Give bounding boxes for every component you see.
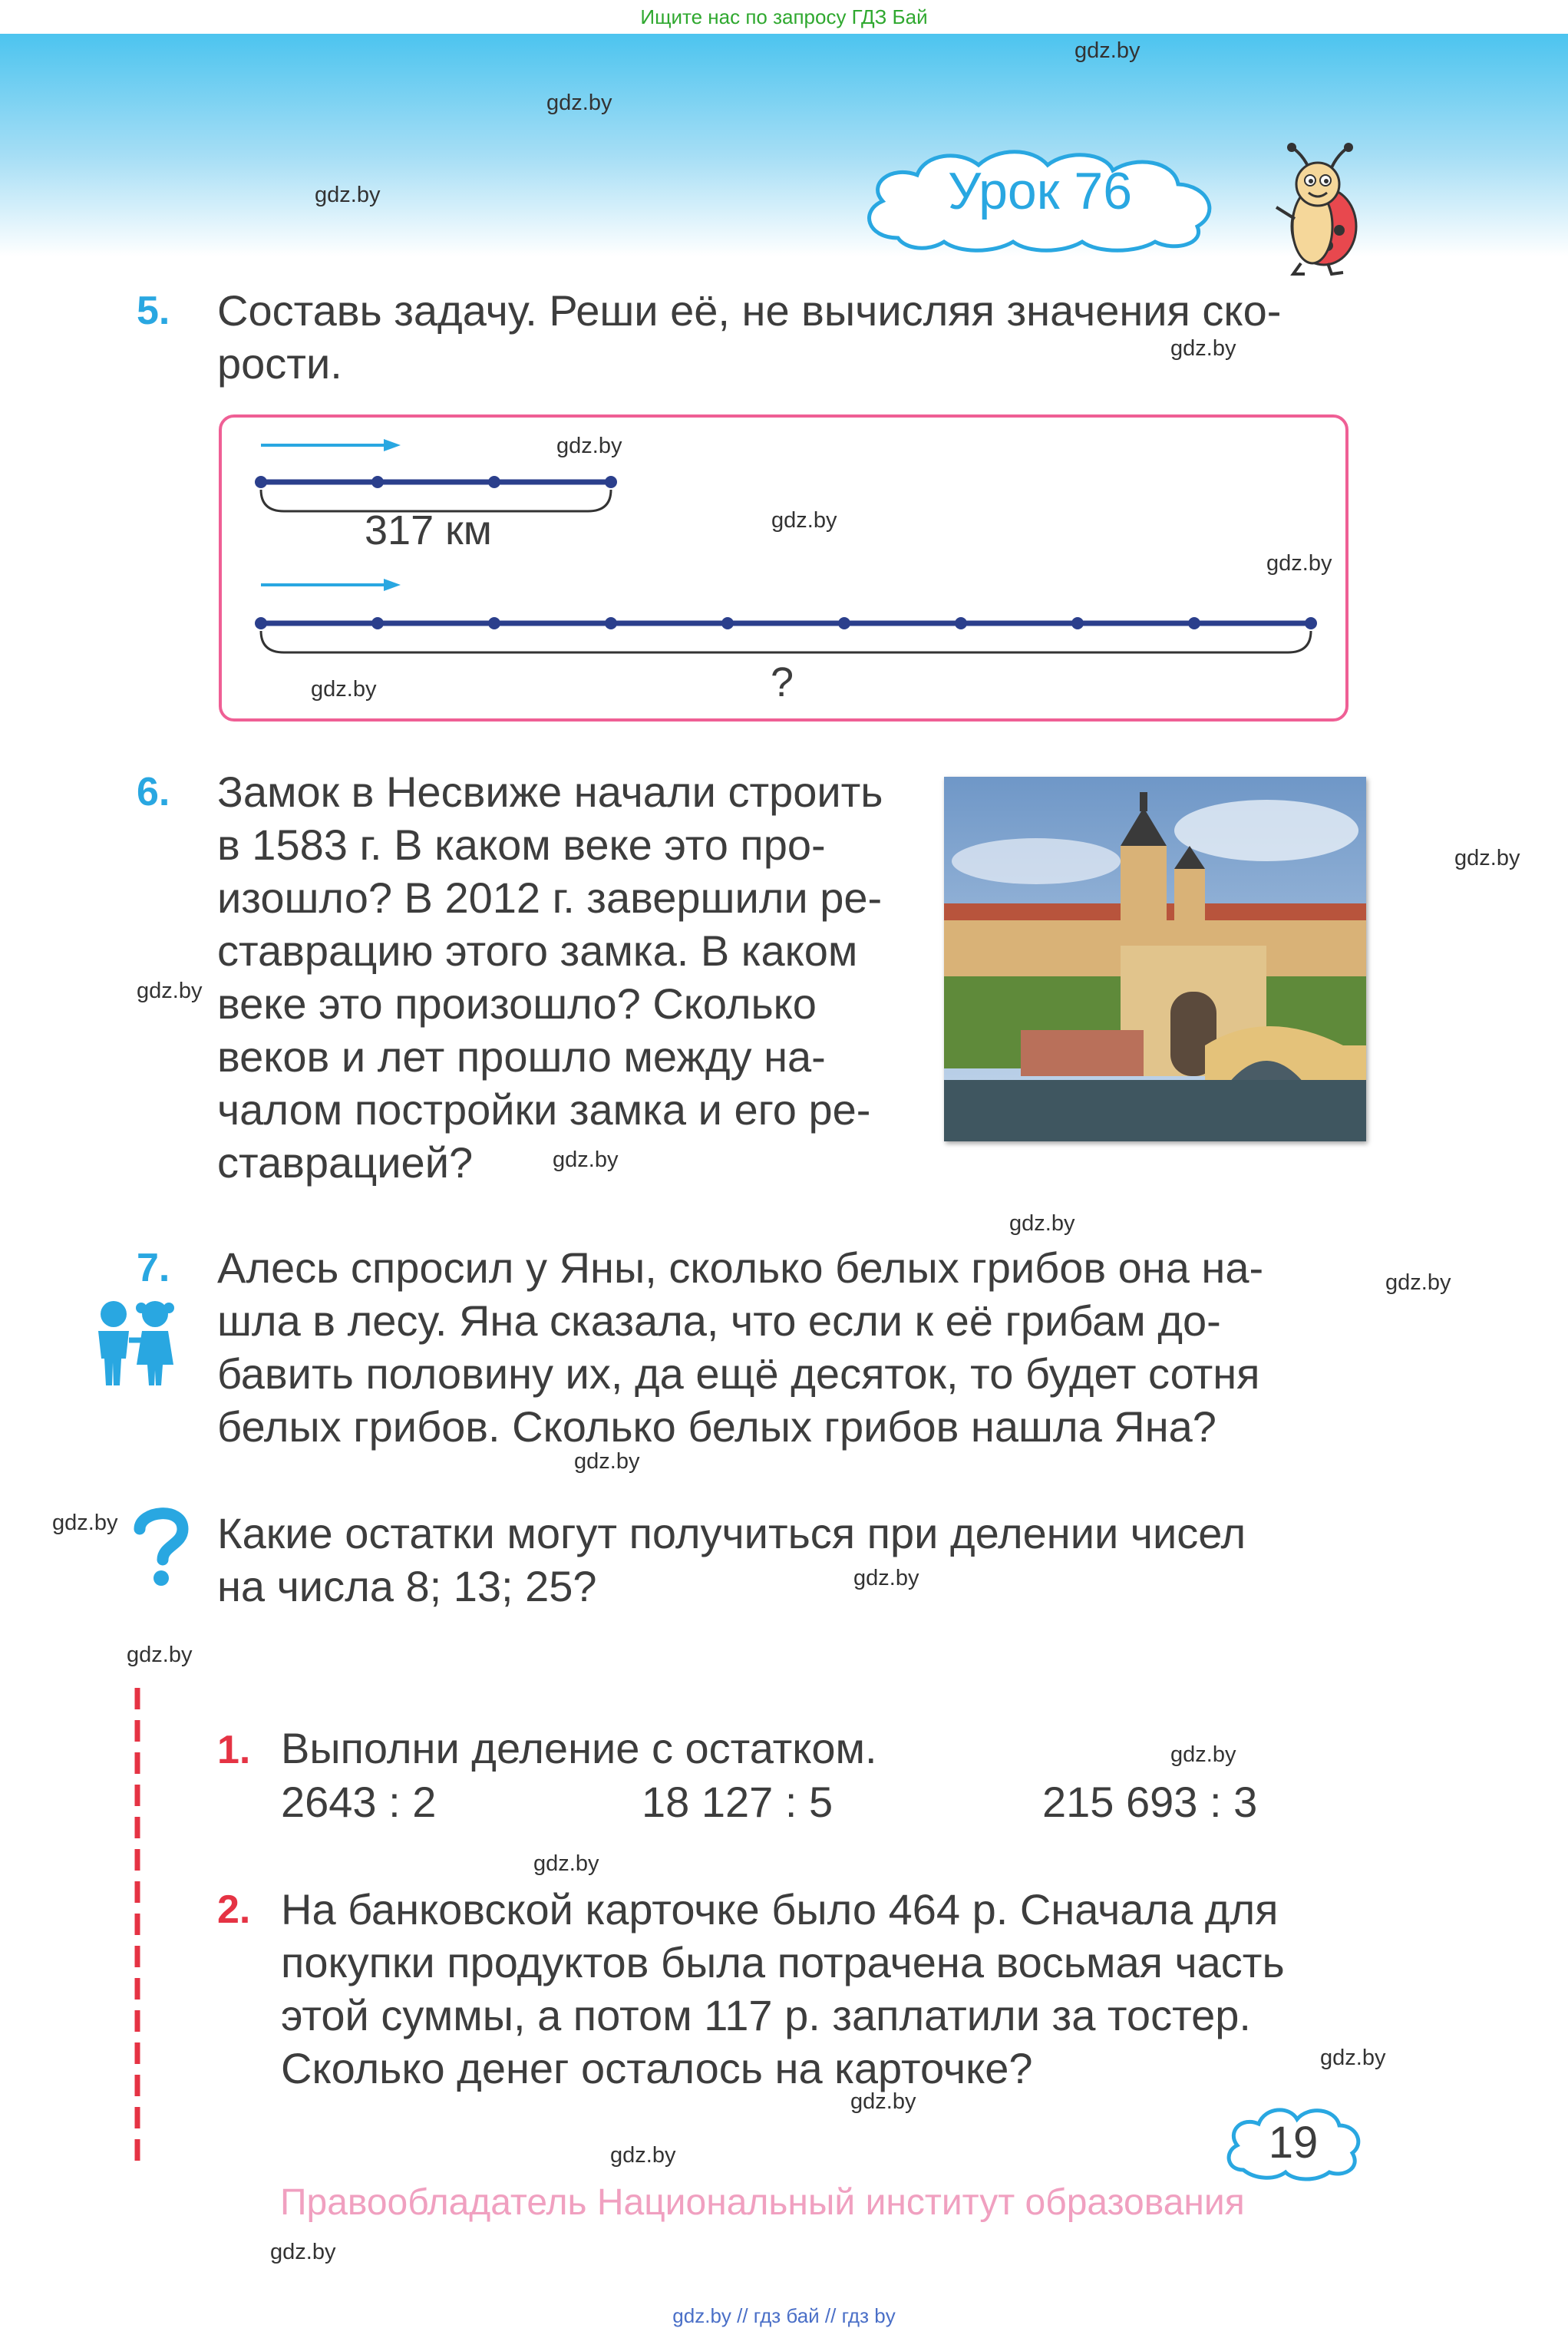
segment-point [838,617,850,629]
segment-point [255,476,267,488]
homework-1-number: 1. [217,1728,251,1772]
watermark: gdz.by [610,2143,676,2168]
homework-2-line: этой суммы, а потом 117 р. заплатили за тостер. [281,1991,1251,2039]
watermark: gdz.by [1320,2046,1386,2070]
direction-arrow-head [384,579,401,591]
watermark: gdz.by [1074,38,1141,63]
task-7-line: шла в лесу. Яна сказала, что если к её грибам до- [217,1296,1221,1345]
task-7-number: 7. [137,1246,170,1290]
question-mark-icon [130,1504,192,1589]
task-7-line: Алесь спросил у Яны, сколько белых грибов она на- [217,1243,1264,1292]
watermark: gdz.by [771,508,837,533]
top-note[interactable]: Ищите нас по запросу ГДЗ Бай [640,5,928,28]
task-5-number: 5. [137,289,170,333]
division-expression: 215 693 : 3 [1042,1778,1258,1826]
task-6-line: ставрацию этого замка. В каком [217,926,858,975]
watermark: gdz.by [574,1449,640,1474]
watermark: gdz.by [546,91,612,115]
page-number: 19 [1268,2118,1319,2168]
segment-point [1071,617,1084,629]
pair-work-kids-icon [84,1297,184,1389]
task-5-line-2: рости. [217,339,342,388]
watermark: gdz.by [1009,1211,1075,1236]
segment-point [1188,617,1200,629]
homework-2-number: 2. [217,1887,251,1932]
segment-point [721,617,734,629]
watermark: gdz.by [270,2240,336,2264]
task-6-line: изошло? В 2012 г. завершили ре- [217,873,883,922]
task-5-line-1: Составь задачу. Реши её, не вычисляя значения ско- [217,286,1282,335]
watermark: gdz.by [533,1851,599,1876]
division-expression: 2643 : 2 [281,1778,437,1826]
direction-arrow-head [384,439,401,451]
watermark: gdz.by [850,2089,916,2114]
segment-point [371,476,384,488]
homework-1-title: Выполни деление с остатком. [281,1724,877,1772]
task-6-line: в 1583 г. В каком веке это про- [217,821,826,869]
distance-label: 317 км [365,507,492,553]
top-note-bar [0,0,1568,34]
task-6-line: Замок в Несвиже начали строить [217,768,883,816]
distance-brace [261,631,1311,652]
task-7-line: белых грибов. Сколько белых грибов нашла Яна? [217,1402,1216,1451]
task-6-line: ставрацией? [217,1138,474,1187]
watermark: gdz.by [553,1148,619,1172]
watermark: gdz.by [1266,551,1332,576]
division-expression: 18 127 : 5 [642,1778,834,1826]
question-line: Какие остатки могут получиться при делении чисел [217,1509,1246,1557]
homework-2-line: Сколько денег осталось на карточке? [281,2044,1033,2092]
segment-point [1305,617,1317,629]
watermark: gdz.by [1170,336,1236,361]
task-6-line: веке это произошло? Сколько [217,979,817,1028]
question-line: на числа 8; 13; 25? [217,1562,597,1610]
watermark: gdz.by [311,677,377,702]
homework-2-line: На банковской карточке было 464 р. Сначала для [281,1885,1279,1933]
task-6-line: чалом постройки замка и его ре- [217,1085,871,1134]
segment-point [255,617,267,629]
task-6-number: 6. [137,770,170,814]
watermark: gdz.by [1170,1742,1236,1767]
segment-point [371,617,384,629]
bottom-links[interactable]: gdz.by // гдз бай // гдз by [672,2304,896,2327]
segment-point [955,617,967,629]
watermark: gdz.by [853,1566,919,1590]
copyright-notice: Правообладатель Национальный институт образования [280,2182,1245,2223]
watermark: gdz.by [556,434,622,458]
unknown-distance-label: ? [771,659,794,705]
ladybug-mascot-icon [1270,142,1370,276]
watermark: gdz.by [137,979,203,1003]
nesvizh-castle-photo [944,777,1366,1141]
lesson-title: Урок 76 [947,162,1133,220]
task-7-line: бавить половину их, да ещё десяток, то будет сотня [217,1349,1260,1398]
segment-point [605,476,617,488]
watermark: gdz.by [1385,1270,1451,1295]
task-6-line: веков и лет прошло между на- [217,1032,826,1081]
segment-point [488,617,500,629]
segment-point [488,476,500,488]
watermark: gdz.by [1454,846,1520,870]
homework-2-line: покупки продуктов была потрачена восьмая часть [281,1938,1285,1986]
segment-point [605,617,617,629]
watermark: gdz.by [315,183,381,207]
watermark: gdz.by [127,1643,193,1667]
watermark: gdz.by [52,1511,118,1535]
